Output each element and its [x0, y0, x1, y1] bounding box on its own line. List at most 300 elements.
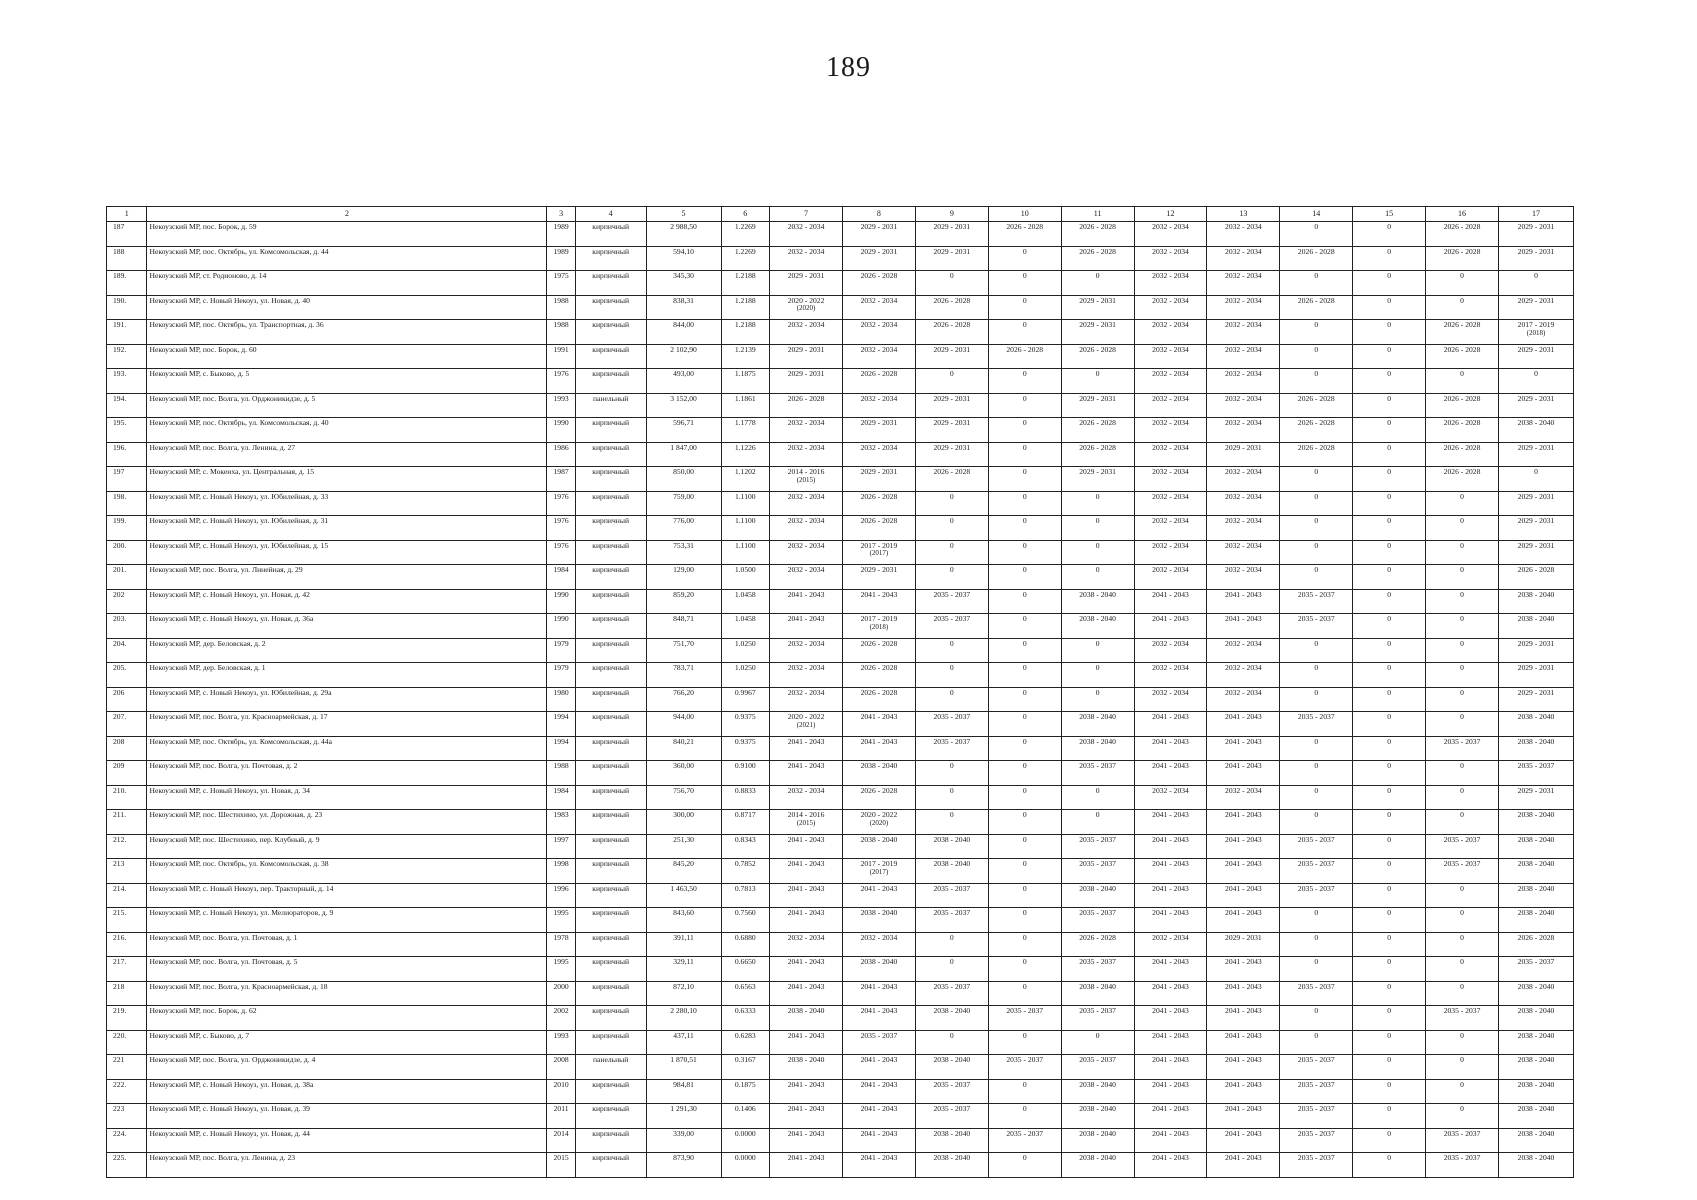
table-cell: 1.2269	[721, 246, 770, 271]
table-cell: 0	[1353, 614, 1426, 639]
table-cell: 2032 - 2034	[1207, 344, 1280, 369]
table-cell: 0	[915, 369, 988, 394]
table-cell: 0	[1353, 1104, 1426, 1129]
table-cell: 0.8343	[721, 834, 770, 859]
table-cell: 300,00	[646, 810, 721, 835]
table-cell: 1 847,00	[646, 442, 721, 467]
address-cell: Некоузский МР, с. Новый Некоуз, ул. Юбилейная, д. 29а	[147, 687, 547, 712]
table-cell: 2017 - 2019 (2017)	[842, 859, 915, 884]
table-cell: 2026 - 2028	[1061, 246, 1134, 271]
row-number-cell: 213	[107, 859, 147, 884]
table-cell: 944,00	[646, 712, 721, 737]
table-cell: 848,71	[646, 614, 721, 639]
table-cell: 0	[1353, 712, 1426, 737]
table-cell: 0	[1061, 638, 1134, 663]
table-cell: 2035 - 2037	[915, 736, 988, 761]
table-cell: 0	[1061, 516, 1134, 541]
table-cell: 2038 - 2040	[1499, 810, 1574, 835]
table-row	[107, 540, 1574, 565]
table-cell: 0	[1280, 908, 1353, 933]
table-cell: 776,00	[646, 516, 721, 541]
table-cell: 2035 - 2037	[1061, 761, 1134, 786]
table-cell: 2011	[547, 1104, 575, 1129]
table-cell: кирпичный	[575, 1006, 646, 1031]
table-cell: 0	[1353, 785, 1426, 810]
address-cell: Некоузский МР, пос. Шестихино, пер. Клубный, д. 9	[147, 834, 547, 859]
table-cell: 2041 - 2043	[770, 957, 843, 982]
table-row	[107, 418, 1574, 443]
table-cell: 2035 - 2037	[915, 614, 988, 639]
address-cell: Некоузский МР, с. Новый Некоуз, ул. Новая, д. 42	[147, 589, 547, 614]
address-cell: Некоузский МР, пос. Волга, ул. Почтовая, д. 5	[147, 957, 547, 982]
table-cell: 2038 - 2040	[1061, 1079, 1134, 1104]
table-cell: 0	[1426, 957, 1499, 982]
table-cell: 2032 - 2034	[1134, 418, 1207, 443]
table-cell: 1.2188	[721, 295, 770, 320]
table-cell: кирпичный	[575, 834, 646, 859]
column-number-3: 3	[547, 207, 575, 222]
table-cell: 2041 - 2043	[1207, 736, 1280, 761]
table-cell: 0	[988, 1104, 1061, 1129]
table-cell: 0	[1353, 1153, 1426, 1178]
address-cell: Некоузский МР, пос. Волга, ул. Красноармейская, д. 18	[147, 981, 547, 1006]
table-cell: 2035 - 2037	[988, 1128, 1061, 1153]
table-cell: кирпичный	[575, 369, 646, 394]
table-cell: 2041 - 2043	[770, 1104, 843, 1129]
table-cell: 2035 - 2037	[1061, 834, 1134, 859]
table-cell: 1984	[547, 565, 575, 590]
table-cell: 0	[988, 442, 1061, 467]
table-cell: 1995	[547, 908, 575, 933]
table-cell: 2041 - 2043	[842, 883, 915, 908]
table-cell: 2032 - 2034	[1134, 932, 1207, 957]
table-cell: 873,90	[646, 1153, 721, 1178]
table-cell: 2041 - 2043	[770, 981, 843, 1006]
table-cell: 0	[1280, 761, 1353, 786]
table-cell: 2032 - 2034	[1207, 246, 1280, 271]
table-cell: 2029 - 2031	[1499, 295, 1574, 320]
table-cell: кирпичный	[575, 320, 646, 345]
address-cell: Некоузский МР, пос. Волга, ул. Ленина, д. 23	[147, 1153, 547, 1178]
address-cell: Некоузский МР, пос. Октябрь, ул. Комсомольская, д. 38	[147, 859, 547, 884]
address-cell: Некоузский МР, пос. Октябрь, ул. Транспортная, д. 36	[147, 320, 547, 345]
table-cell: 2035 - 2037	[1280, 614, 1353, 639]
row-number-cell: 195.	[107, 418, 147, 443]
table-cell: 0.9967	[721, 687, 770, 712]
table-cell: 2029 - 2031	[842, 222, 915, 247]
table-cell: 2038 - 2040	[1499, 908, 1574, 933]
table-cell: 2035 - 2037	[1061, 957, 1134, 982]
table-cell: 2041 - 2043	[1207, 1128, 1280, 1153]
table-cell: 0	[1499, 271, 1574, 296]
table-cell: 0	[1426, 565, 1499, 590]
table-cell: 2041 - 2043	[1207, 761, 1280, 786]
table-cell: 1.1778	[721, 418, 770, 443]
table-cell: 0	[1426, 638, 1499, 663]
table-cell: 0	[1353, 810, 1426, 835]
table-cell: 0	[1280, 271, 1353, 296]
table-cell: 0	[915, 957, 988, 982]
address-cell: Некоузский МР, с. Новый Некоуз, ул. Новая, д. 39	[147, 1104, 547, 1129]
table-cell: 0	[1061, 687, 1134, 712]
table-cell: кирпичный	[575, 295, 646, 320]
table-cell: 2032 - 2034	[1207, 540, 1280, 565]
table-cell: 1991	[547, 344, 575, 369]
table-cell: 2041 - 2043	[842, 736, 915, 761]
table-cell: 0	[1426, 1079, 1499, 1104]
table-cell: 0.7852	[721, 859, 770, 884]
table-cell: 0	[1426, 589, 1499, 614]
table-cell: кирпичный	[575, 442, 646, 467]
table-cell: 2035 - 2037	[1280, 1079, 1353, 1104]
table-row	[107, 1128, 1574, 1153]
table-cell: 2026 - 2028	[1061, 932, 1134, 957]
table-cell: 0	[988, 565, 1061, 590]
table-cell: 2032 - 2034	[1134, 442, 1207, 467]
column-number-11: 11	[1061, 207, 1134, 222]
table-cell: 2026 - 2028	[988, 222, 1061, 247]
table-cell: кирпичный	[575, 418, 646, 443]
table-cell: 2038 - 2040	[1061, 736, 1134, 761]
table-cell: 2 988,50	[646, 222, 721, 247]
address-cell: Некоузский МР, с. Быково, д. 7	[147, 1030, 547, 1055]
table-cell: 1988	[547, 295, 575, 320]
row-number-cell: 208	[107, 736, 147, 761]
table-cell: 2041 - 2043	[770, 1030, 843, 1055]
table-cell: 0	[1353, 736, 1426, 761]
table-cell: кирпичный	[575, 981, 646, 1006]
table-cell: 1980	[547, 687, 575, 712]
table-cell: 2041 - 2043	[770, 834, 843, 859]
row-number-cell: 211.	[107, 810, 147, 835]
table-cell: 2032 - 2034	[842, 320, 915, 345]
table-cell: 1983	[547, 810, 575, 835]
table-cell: 1990	[547, 418, 575, 443]
table-cell: 2038 - 2040	[1499, 1128, 1574, 1153]
table-cell: 2041 - 2043	[1207, 908, 1280, 933]
table-cell: 2041 - 2043	[1207, 883, 1280, 908]
column-number-17: 17	[1499, 207, 1574, 222]
table-cell: 2029 - 2031	[842, 467, 915, 492]
row-number-cell: 205.	[107, 663, 147, 688]
address-cell: Некоузский МР, ст. Родионово, д. 14	[147, 271, 547, 296]
table-cell: 2032 - 2034	[770, 687, 843, 712]
table-cell: 2041 - 2043	[842, 712, 915, 737]
table-cell: 2041 - 2043	[1207, 712, 1280, 737]
table-cell: 845,20	[646, 859, 721, 884]
table-cell: 1 463,50	[646, 883, 721, 908]
table-cell: 2029 - 2031	[842, 565, 915, 590]
table-row	[107, 1055, 1574, 1080]
table-cell: 2038 - 2040	[915, 1153, 988, 1178]
table-cell: 2038 - 2040	[1061, 1128, 1134, 1153]
table-cell: 0	[1353, 540, 1426, 565]
table-cell: 0	[1280, 932, 1353, 957]
table-cell: 2032 - 2034	[1134, 295, 1207, 320]
table-cell: 0	[1353, 271, 1426, 296]
table-cell: 2029 - 2031	[842, 246, 915, 271]
table-cell: 2041 - 2043	[770, 589, 843, 614]
table-cell: 2026 - 2028	[1499, 932, 1574, 957]
table-cell: кирпичный	[575, 1079, 646, 1104]
table-cell: 2041 - 2043	[1134, 981, 1207, 1006]
table-cell: 2035 - 2037	[1426, 736, 1499, 761]
address-cell: Некоузский МР, с. Новый Некоуз, ул. Новая, д. 44	[147, 1128, 547, 1153]
address-cell: Некоузский МР, дер. Беловская, д. 1	[147, 663, 547, 688]
column-number-15: 15	[1353, 207, 1426, 222]
table-cell: 2026 - 2028	[842, 785, 915, 810]
table-cell: 2035 - 2037	[1061, 859, 1134, 884]
table-cell: 0.6650	[721, 957, 770, 982]
table-cell: 0.3167	[721, 1055, 770, 1080]
address-cell: Некоузский МР, пос. Волга, ул. Орджоникидзе, д. 4	[147, 1055, 547, 1080]
table-cell: 2032 - 2034	[1207, 565, 1280, 590]
table-cell: 2029 - 2031	[1499, 516, 1574, 541]
table-cell: 2032 - 2034	[770, 320, 843, 345]
row-number-cell: 191.	[107, 320, 147, 345]
table-row	[107, 222, 1574, 247]
table-cell: 2038 - 2040	[1499, 614, 1574, 639]
table-row	[107, 516, 1574, 541]
table-cell: 2026 - 2028	[842, 687, 915, 712]
table-cell: 2035 - 2037	[915, 712, 988, 737]
address-cell: Некоузский МР, с. Новый Некоуз, ул. Новая, д. 34	[147, 785, 547, 810]
table-cell: 1.2139	[721, 344, 770, 369]
table-cell: 1.0458	[721, 614, 770, 639]
row-number-cell: 207.	[107, 712, 147, 737]
table-cell: 2029 - 2031	[1061, 295, 1134, 320]
table-cell: 2026 - 2028	[915, 320, 988, 345]
table-cell: 838,31	[646, 295, 721, 320]
table-cell: 844,00	[646, 320, 721, 345]
address-cell: Некоузский МР, пос. Борок, д. 59	[147, 222, 547, 247]
table-cell: 2026 - 2028	[1280, 295, 1353, 320]
table-cell: 0	[988, 1153, 1061, 1178]
table-cell: 2038 - 2040	[915, 1006, 988, 1031]
table-cell: 2017 - 2019 (2018)	[842, 614, 915, 639]
table-cell: 1.1100	[721, 516, 770, 541]
table-cell: 1993	[547, 393, 575, 418]
table-cell: 0	[1353, 491, 1426, 516]
table-cell: 2041 - 2043	[842, 589, 915, 614]
table-cell: 2032 - 2034	[1207, 491, 1280, 516]
table-cell: 2041 - 2043	[1134, 1006, 1207, 1031]
table-cell: 2015	[547, 1153, 575, 1178]
address-cell: Некоузский МР, пос. Волга, ул. Линейная, д. 29	[147, 565, 547, 590]
table-cell: 2041 - 2043	[842, 1153, 915, 1178]
table-cell: 0	[988, 271, 1061, 296]
table-cell: 0	[1280, 369, 1353, 394]
row-number-cell: 201.	[107, 565, 147, 590]
table-row	[107, 393, 1574, 418]
table-cell: 2029 - 2031	[915, 222, 988, 247]
table-cell: 1.0250	[721, 638, 770, 663]
row-number-cell: 193.	[107, 369, 147, 394]
table-cell: 2026 - 2028	[770, 393, 843, 418]
table-cell: 2032 - 2034	[1134, 687, 1207, 712]
table-cell: 0	[1353, 344, 1426, 369]
table-cell: 2041 - 2043	[1134, 1104, 1207, 1129]
table-cell: 0	[1426, 663, 1499, 688]
table-cell: 2035 - 2037	[915, 908, 988, 933]
table-cell: 345,30	[646, 271, 721, 296]
table-cell: 0	[988, 418, 1061, 443]
table-cell: 0	[1353, 687, 1426, 712]
table-cell: 2038 - 2040	[1499, 859, 1574, 884]
table-cell: 984,81	[646, 1079, 721, 1104]
table-cell: 2038 - 2040	[842, 957, 915, 982]
table-cell: 2 102,90	[646, 344, 721, 369]
table-cell: 2026 - 2028	[1426, 442, 1499, 467]
address-cell: Некоузский МР, пос. Волга, ул. Орджоникидзе, д. 5	[147, 393, 547, 418]
table-cell: 2038 - 2040	[1061, 883, 1134, 908]
table-cell: 0	[915, 491, 988, 516]
table-cell: кирпичный	[575, 222, 646, 247]
table-cell: 2041 - 2043	[770, 1079, 843, 1104]
table-cell: 0	[988, 908, 1061, 933]
table-cell: 2032 - 2034	[1134, 540, 1207, 565]
table-cell: 2029 - 2031	[915, 246, 988, 271]
table-row	[107, 1079, 1574, 1104]
table-cell: 2041 - 2043	[1134, 1030, 1207, 1055]
table-cell: кирпичный	[575, 491, 646, 516]
table-cell: 2032 - 2034	[842, 295, 915, 320]
table-cell: 0	[915, 516, 988, 541]
table-cell: 0	[988, 614, 1061, 639]
table-cell: 2038 - 2040	[1499, 1055, 1574, 1080]
address-cell: Некоузский МР, с. Новый Некоуз, ул. Новая, д. 40	[147, 295, 547, 320]
table-cell: 0	[1499, 369, 1574, 394]
table-cell: 2038 - 2040	[1499, 1030, 1574, 1055]
table-row	[107, 908, 1574, 933]
table-cell: 2032 - 2034	[1134, 393, 1207, 418]
table-cell: 2041 - 2043	[770, 761, 843, 786]
table-cell: 0	[988, 810, 1061, 835]
address-cell: Некоузский МР, дер. Беловская, д. 2	[147, 638, 547, 663]
table-row	[107, 320, 1574, 345]
table-row	[107, 565, 1574, 590]
table-cell: 2041 - 2043	[1134, 834, 1207, 859]
row-number-cell: 215.	[107, 908, 147, 933]
table-cell: 1978	[547, 932, 575, 957]
row-number-cell: 224.	[107, 1128, 147, 1153]
table-cell: 2035 - 2037	[915, 1079, 988, 1104]
table-cell: 0	[988, 663, 1061, 688]
table-row	[107, 589, 1574, 614]
table-cell: 2041 - 2043	[842, 981, 915, 1006]
table-cell: кирпичный	[575, 638, 646, 663]
table-cell: 843,60	[646, 908, 721, 933]
table-cell: 0	[1280, 222, 1353, 247]
address-cell: Некоузский МР, пос. Волга, ул. Почтовая, д. 2	[147, 761, 547, 786]
table-cell: 0	[915, 565, 988, 590]
table-cell: 2026 - 2028	[915, 467, 988, 492]
table-body	[107, 222, 1574, 1178]
table-cell: 0	[1061, 369, 1134, 394]
table-cell: 0	[1426, 271, 1499, 296]
table-cell: 2035 - 2037	[1280, 1153, 1353, 1178]
table-cell: 2032 - 2034	[770, 418, 843, 443]
table-row	[107, 1153, 1574, 1178]
table-cell: 1987	[547, 467, 575, 492]
table-cell: 2035 - 2037	[1280, 1104, 1353, 1129]
table-cell: 0.0000	[721, 1128, 770, 1153]
table-cell: 2041 - 2043	[1207, 834, 1280, 859]
table-cell: 0	[1426, 1030, 1499, 1055]
table-cell: 2032 - 2034	[842, 932, 915, 957]
address-cell: Некоузский МР, пос. Октябрь, ул. Комсомольская, д. 44	[147, 246, 547, 271]
table-cell: 2038 - 2040	[1499, 1006, 1574, 1031]
table-cell: 0	[988, 834, 1061, 859]
table-cell: 2041 - 2043	[1207, 981, 1280, 1006]
table-cell: кирпичный	[575, 540, 646, 565]
table-cell: 1988	[547, 320, 575, 345]
table-cell: 2032 - 2034	[1134, 467, 1207, 492]
table-row	[107, 491, 1574, 516]
table-cell: 2014	[547, 1128, 575, 1153]
table-cell: 2032 - 2034	[1134, 565, 1207, 590]
address-cell: Некоузский МР, пос. Волга, ул. Ленина, д. 27	[147, 442, 547, 467]
table-cell: 1976	[547, 369, 575, 394]
table-cell: 2032 - 2034	[842, 344, 915, 369]
table-cell: 0	[915, 761, 988, 786]
table-cell: кирпичный	[575, 785, 646, 810]
table-cell: 0.8833	[721, 785, 770, 810]
table-cell: 0.6880	[721, 932, 770, 957]
table-cell: 0.8717	[721, 810, 770, 835]
table-cell: 129,00	[646, 565, 721, 590]
table-cell: 0	[988, 540, 1061, 565]
table-cell: 2026 - 2028	[842, 271, 915, 296]
table-cell: 2041 - 2043	[1134, 761, 1207, 786]
table-cell: 2032 - 2034	[1134, 222, 1207, 247]
table-cell: 2032 - 2034	[1134, 491, 1207, 516]
table-cell: 2041 - 2043	[1207, 589, 1280, 614]
table-cell: 0	[1061, 540, 1134, 565]
table-cell: 0	[1061, 491, 1134, 516]
table-cell: 0.9375	[721, 712, 770, 737]
table-cell: 2029 - 2031	[1499, 344, 1574, 369]
row-number-cell: 223	[107, 1104, 147, 1129]
row-number-cell: 192.	[107, 344, 147, 369]
table-cell: 0	[915, 1030, 988, 1055]
table-cell: 2017 - 2019 (2017)	[842, 540, 915, 565]
table-cell: 0	[1280, 540, 1353, 565]
table-cell: 0	[1353, 932, 1426, 957]
table-cell: 2035 - 2037	[915, 883, 988, 908]
table-row	[107, 246, 1574, 271]
table-cell: 2035 - 2037	[1280, 883, 1353, 908]
table-cell: 2020 - 2022 (2020)	[842, 810, 915, 835]
address-cell: Некоузский МР, с. Новый Некоуз, ул. Юбилейная, д. 33	[147, 491, 547, 516]
table-cell: 2029 - 2031	[915, 418, 988, 443]
table-cell: 596,71	[646, 418, 721, 443]
table-cell: 2032 - 2034	[770, 785, 843, 810]
table-cell: 2035 - 2037	[1061, 1055, 1134, 1080]
table-cell: 2035 - 2037	[1280, 589, 1353, 614]
table-cell: 2029 - 2031	[915, 442, 988, 467]
table-cell: 2032 - 2034	[770, 442, 843, 467]
table-cell: 2038 - 2040	[915, 834, 988, 859]
table-cell: 2038 - 2040	[1061, 981, 1134, 1006]
table-cell: 2026 - 2028	[1426, 467, 1499, 492]
table-cell: 2041 - 2043	[842, 1128, 915, 1153]
table-cell: 2032 - 2034	[1207, 320, 1280, 345]
address-cell: Некоузский МР, пос. Октябрь, ул. Комсомольская, д. 40	[147, 418, 547, 443]
table-cell: 0	[1061, 663, 1134, 688]
table-cell: 1995	[547, 957, 575, 982]
table-cell: 0	[915, 271, 988, 296]
